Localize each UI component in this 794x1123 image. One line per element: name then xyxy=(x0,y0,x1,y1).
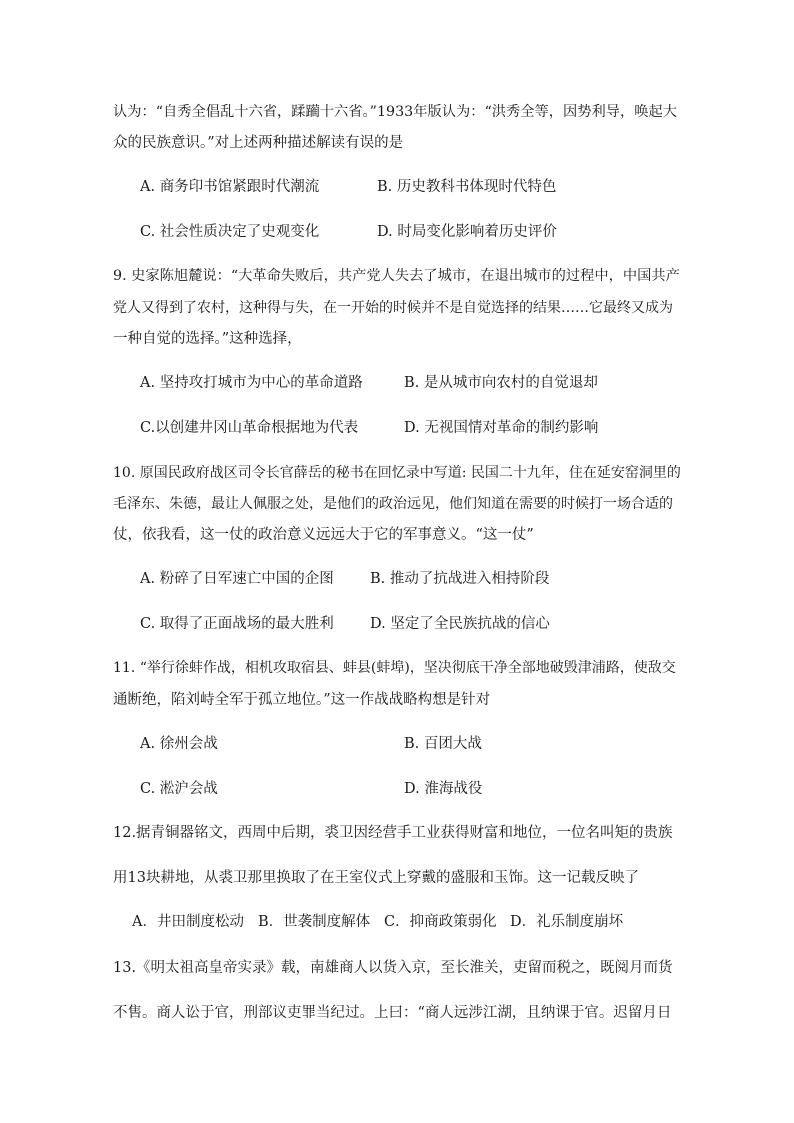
q9-option-a: A. 坚持攻打城市为中心的革命道路 xyxy=(140,375,363,391)
q13-stem-line-2: 不售。商人讼于官，刑部议吏罪当纪过。上曰：“商人远涉江湖，且纳课于官。迟留月日 xyxy=(113,1005,672,1021)
q10-stem-line-3: 仗，依我看，这一仗的政治意义远远大于它的军事意义。“这一仗” xyxy=(113,527,534,543)
q9-stem-line-1: 9. 史家陈旭麓说：“大革命失败后，共产党人失去了城市，在退出城市的过程中，中国共产 xyxy=(113,268,680,284)
q8-option-d: D. 时局变化影响着历史评价 xyxy=(377,224,557,240)
q10-option-b: B. 推动了抗战进入相持阶段 xyxy=(370,571,550,587)
q11-option-b: B. 百团大战 xyxy=(404,736,482,752)
q8-option-a: A. 商务印书馆紧跟时代潮流 xyxy=(140,179,320,195)
q8-option-c: C. 社会性质决定了史观变化 xyxy=(140,224,320,240)
q12-option-b: B．世袭制度解体 xyxy=(258,914,371,930)
q12-option-c: C．抑商政策弱化 xyxy=(384,914,497,930)
q8-stem-line-2: 众的民族意识。”对上述两种描述解读有误的是 xyxy=(113,135,404,151)
q11-stem-line-1: 11. “举行徐蚌作战，相机攻取宿县、蚌县(蚌埠)，坚决彻底干净全部地破毁津浦路，使敌交 xyxy=(113,660,676,676)
q10-stem-line-1: 10. 原国民政府战区司令长官薛岳的秘书在回忆录中写道: 民国二十九年，住在延安窑洞里的 xyxy=(113,465,681,481)
q11-option-a: A. 徐州会战 xyxy=(140,736,218,752)
q10-stem-line-2: 毛泽东、朱德，最让人佩服之处，是他们的政治远见，他们知道在需要的时候打一场合适的 xyxy=(113,496,673,512)
q12-stem-line-2: 用13块耕地，从裘卫那里换取了在王室仪式上穿戴的盛服和玉饰。这一记载反映了 xyxy=(113,870,639,886)
q12-option-d: D．礼乐制度崩坏 xyxy=(510,914,624,930)
q9-stem-line-3: 一种自觉的选择。”这种选择， xyxy=(113,331,302,347)
q9-stem-line-2: 党人又得到了农村，这种得与失，在一开始的时候并不是自觉选择的结果……它最终又成为 xyxy=(113,300,673,316)
q12-stem-line-1: 12.据青铜器铭文，西周中后期，裘卫因经营手工业获得财富和地位，一位名叫矩的贵族 xyxy=(113,825,673,841)
q8-stem-line-1: 认为：“自秀全倡乱十六省，蹂躏十六省。”1933年版认为：“洪秀全等，因势利导，唤起大 xyxy=(113,104,677,120)
q9-option-b: B. 是从城市向农村的自觉退却 xyxy=(404,375,598,391)
q12-option-a: A．井田制度松动 xyxy=(132,914,244,930)
q11-stem-line-2: 通断绝，陷刘峙全军于孤立地位。”这一作战战略构想是针对 xyxy=(113,692,491,708)
q8-option-b: B. 历史教科书体现时代特色 xyxy=(377,179,557,195)
q9-option-d: D. 无视国情对革命的制约影响 xyxy=(404,420,599,436)
q13-stem-line-1: 13.《明太祖高皇帝实录》载，南雄商人以货入京，至长淮关，吏留而税之，既阅月而货 xyxy=(113,960,673,976)
q10-option-d: D. 坚定了全民族抗战的信心 xyxy=(370,616,550,632)
q11-option-d: D. 淮海战役 xyxy=(404,781,483,797)
q10-option-a: A. 粉碎了日军速亡中国的企图 xyxy=(140,571,334,587)
q9-option-c: C.以创建井冈山革命根据地为代表 xyxy=(140,420,359,436)
q10-option-c: C. 取得了正面战场的最大胜利 xyxy=(140,616,334,632)
q11-option-c: C. 淞沪会战 xyxy=(140,781,218,797)
